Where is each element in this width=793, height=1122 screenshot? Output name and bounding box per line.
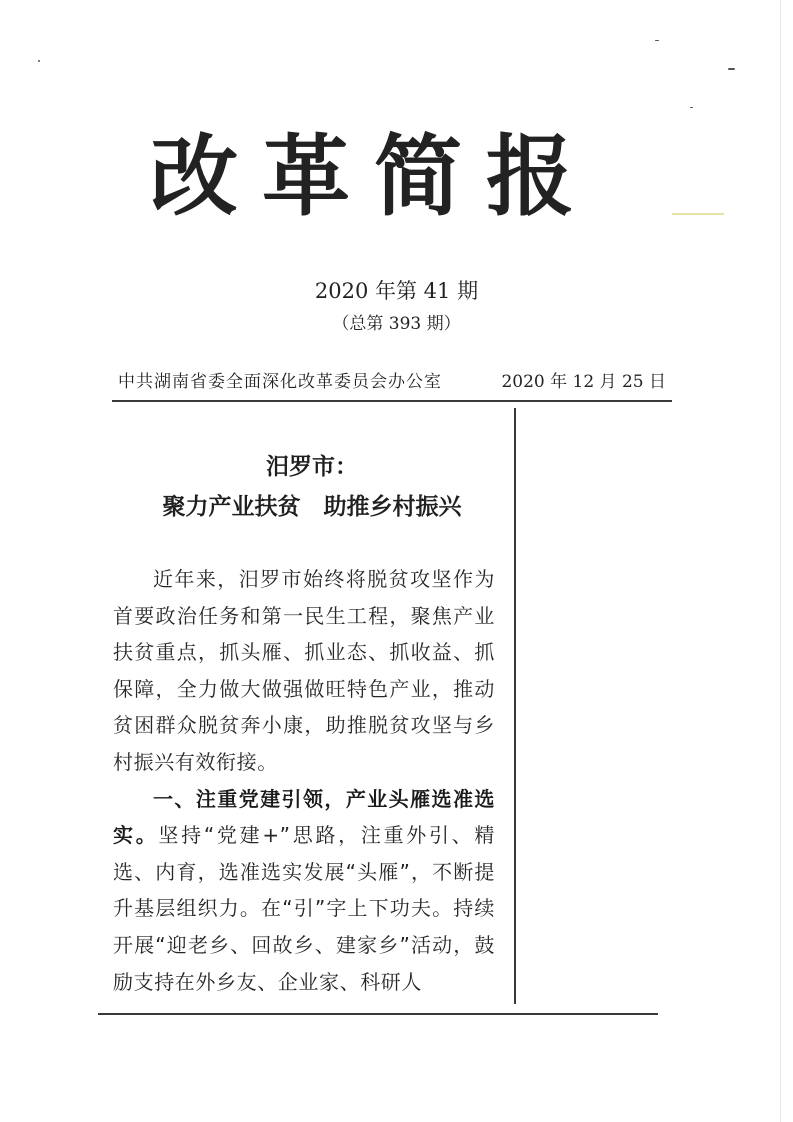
scan-edge-line [780, 0, 781, 1122]
section-heading: 一、注重党建引领，产业头雁选准选实。 [113, 786, 495, 848]
intro-paragraph: 近年来，汨罗市始终将脱贫攻坚作为首要政治任务和第一民生工程，聚焦产业扶贫重点，抓头雁、抓业态、抓收益、抓保障，全力做大做强做旺特色产业，推动贫困群众脱贫奔小康，助推脱贫攻坚与乡村振兴有效衔接。 [113, 567, 495, 774]
section-paragraph [113, 781, 495, 1001]
article-title-line-2: 聚力产业扶贫 助推乡村振兴 [162, 493, 462, 520]
scan-speck [655, 40, 659, 41]
scan-speck [690, 107, 693, 108]
issuing-organization: 中共湖南省委全面深化改革委员会办公室 [118, 372, 442, 392]
scan-yellow-mark [672, 213, 724, 215]
scan-speck [38, 60, 40, 62]
masthead-title: 改革简报 [150, 124, 599, 228]
article-body [113, 561, 495, 1000]
section-text: 坚持“党建+”思路，注重外引、精选、内育，选准选实发展“头雁”，不断提升基层组织力。在“引”字上下功夫。持续开展“迎老乡、回故乡、建家乡”活动，鼓励支持在外乡友、企业家、科研人 [113, 823, 495, 994]
header-rule [112, 400, 672, 402]
footer-rule [98, 1013, 658, 1015]
issue-total-number: （总第 393 期） [332, 314, 461, 334]
column-divider [514, 408, 516, 1004]
article-title-line-1: 汨罗市： [266, 453, 358, 480]
office-line [118, 368, 672, 396]
issue-number: 2020 年第 41 期 [314, 279, 479, 303]
scan-speck [728, 68, 735, 70]
issue-date: 2020 年 12 月 25 日 [501, 372, 666, 392]
